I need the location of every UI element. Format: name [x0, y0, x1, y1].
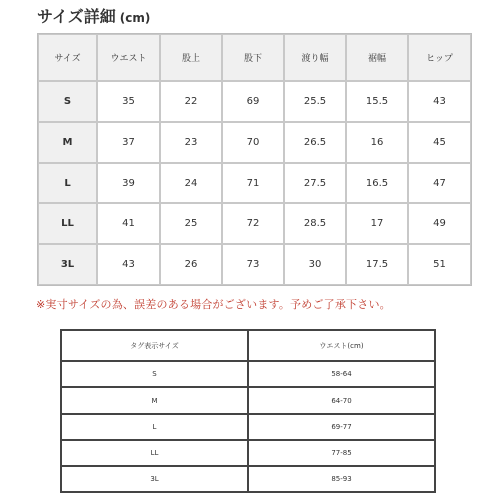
row-size-label: S	[38, 81, 97, 122]
header-cell-inseam: 股下	[222, 34, 284, 81]
table-cell: 70	[222, 122, 284, 163]
size-detail-table	[37, 33, 472, 286]
waist-reference-table	[60, 329, 436, 493]
table-cell: 39	[97, 163, 160, 204]
table-cell: 85-93	[248, 466, 435, 492]
table-cell: 37	[97, 122, 160, 163]
table-row	[61, 361, 435, 387]
table-row	[61, 466, 435, 492]
header-cell-waist-cm: ウエスト(cm)	[248, 330, 435, 361]
table-cell: 3L	[61, 466, 248, 492]
table-cell: 22	[160, 81, 222, 122]
table-cell: 43	[97, 244, 160, 285]
table-cell: 41	[97, 203, 160, 244]
table-cell: 23	[160, 122, 222, 163]
table-cell: LL	[61, 440, 248, 466]
header-cell-size: サイズ	[38, 34, 97, 81]
table-row	[38, 81, 471, 122]
table-cell: S	[61, 361, 248, 387]
waist-header-row	[61, 330, 435, 361]
table-cell: L	[61, 414, 248, 440]
table-cell: 27.5	[284, 163, 346, 204]
table-header-row	[38, 34, 471, 81]
table-cell: 43	[408, 81, 471, 122]
table-cell: 26	[160, 244, 222, 285]
page-title	[37, 4, 150, 27]
table-cell: 25	[160, 203, 222, 244]
table-row	[61, 414, 435, 440]
row-size-label: LL	[38, 203, 97, 244]
table-row	[38, 163, 471, 204]
table-cell: 58-64	[248, 361, 435, 387]
table-row	[61, 440, 435, 466]
table-cell: 51	[408, 244, 471, 285]
table-cell: 71	[222, 163, 284, 204]
table-cell: 64-70	[248, 387, 435, 413]
table-cell: 26.5	[284, 122, 346, 163]
row-size-label: M	[38, 122, 97, 163]
table-cell: 17	[346, 203, 408, 244]
header-cell-tag-size: タグ表示サイズ	[61, 330, 248, 361]
table-cell: 35	[97, 81, 160, 122]
table-cell: 69-77	[248, 414, 435, 440]
row-size-label: 3L	[38, 244, 97, 285]
row-size-label: L	[38, 163, 97, 204]
table-cell: 30	[284, 244, 346, 285]
table-cell: 45	[408, 122, 471, 163]
header-cell-rise: 股上	[160, 34, 222, 81]
disclaimer-note: ※実寸サイズの為、誤差のある場合がございます。予めご了承下さい。	[36, 298, 391, 311]
title-text: サイズ詳細	[37, 7, 116, 26]
table-cell: M	[61, 387, 248, 413]
table-row	[61, 387, 435, 413]
header-cell-waist: ウエスト	[97, 34, 160, 81]
title-unit: (cm)	[119, 11, 151, 25]
table-cell: 47	[408, 163, 471, 204]
table-cell: 16	[346, 122, 408, 163]
table-cell: 49	[408, 203, 471, 244]
table-cell: 28.5	[284, 203, 346, 244]
table-cell: 24	[160, 163, 222, 204]
table-cell: 73	[222, 244, 284, 285]
table-row	[38, 122, 471, 163]
table-cell: 69	[222, 81, 284, 122]
table-cell: 72	[222, 203, 284, 244]
table-cell: 17.5	[346, 244, 408, 285]
table-row	[38, 203, 471, 244]
header-cell-hip: ヒップ	[408, 34, 471, 81]
header-cell-thigh-width: 渡り幅	[284, 34, 346, 81]
table-cell: 77-85	[248, 440, 435, 466]
table-cell: 16.5	[346, 163, 408, 204]
table-row	[38, 244, 471, 285]
table-cell: 15.5	[346, 81, 408, 122]
header-cell-hem-width: 裾幅	[346, 34, 408, 81]
table-cell: 25.5	[284, 81, 346, 122]
